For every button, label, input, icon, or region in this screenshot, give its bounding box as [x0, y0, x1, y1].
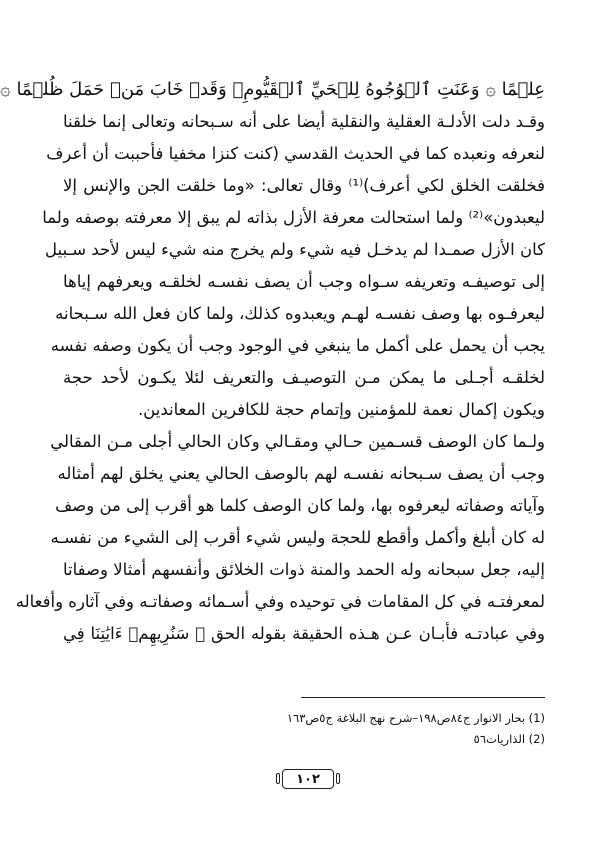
text-line: وجب أن يصف سـبحانه نفسـه لهم بالوصف الحالي يعني يخلق لهم أمثاله: [57, 464, 545, 483]
text-line: ويكون إكمال نعمة للمؤمنين وإتمام حجة للكافرين المعاندين.: [137, 400, 545, 419]
text-line: ليعبدون»⁽²⁾ ولما استحالت معرفة الأزل بذاته لم يبق إلا معرفته بوصفه ولما: [42, 208, 545, 227]
text-line: فخلقت الخلق لكي أعرف)⁽¹⁾ وقال تعالى: «وما خلقت الجن والإنس إلا: [63, 176, 545, 195]
text-line: وفي عبادتـه فأبـان عـن هـذه الحقيقة بقوله الحق ۞ سَنُرِيهِمۡ ءَايَٰتِنَا فِي: [63, 624, 545, 643]
footnotes: [63, 708, 545, 750]
text-line: له كان أبلغ وأكمل وأقطع للحجة وليس شيء أقرب إلى الشيء من نفسـه: [50, 528, 545, 547]
text-line: إلى توصيفـه وتعريفه سـواه وجب أن يصف نفسـه لخلقـه ويعرفهم إياها: [63, 272, 545, 291]
text-line: ليعرفـوه بها وصف نفسـه لهـم ويعبدوه كذلك، ولما كان فعل الله سـبحانه: [55, 304, 545, 323]
text-line: إليه، جعل سبحانه وله الحمد والمنة ذوات الخلائق وأنفسهم أمثالا وصفاتا: [63, 560, 545, 579]
footnote-1: (1) بحار الانوار ج٨٤ص١٩٨–شرح نهج البلاغة ج٥ص١٦٣: [286, 711, 545, 725]
text-line: كان الأزل صمـدا لم يدخـل فيه شيء ولم يخرج منه شيء ليس لأحد سـبيل: [44, 240, 545, 259]
text-line: يجب أن يحمل على أكمل ما ينبغي في الوجود وجب أن يكون وصفه نفسه: [50, 336, 545, 355]
quran-verse-line: عِلۡمًا ۞ وَعَنَتِ ٱلۡوُجُوهُ لِلۡحَيِّ ٱلۡقَيُّومِۖ وَقَدۡ خَابَ مَنۡ حَمَلَ ظُلۡمًا ۞: [0, 79, 545, 100]
text-line: لخلقـه أجـلى ما يمكن مـن التوصيـف والتعريف لئلا يكـون لأحد حجة: [63, 368, 545, 387]
footnote-divider: [301, 697, 545, 698]
text-line: وقـد دلت الأدلـة العقلية والنقلية أيضا على أنه سـبحانه وتعالى إنما خلقنا: [63, 112, 545, 131]
text-line: ولـما كان الوصف قسـمين حـالي ومقـالي وكان الحالي أجلى مـن المقالي: [50, 432, 545, 451]
text-line: لنعرفه ونعبده كما في الحديث القدسي (كنت كنزا مخفيا فأحببت أن أعرف: [46, 144, 545, 163]
page-number-frame: [282, 769, 334, 789]
text-line: وآياته وصفاته ليعرفوه بها، ولما كان الوصف كلما هو أقرب إلى من وصف: [55, 496, 545, 515]
page-number: ١٠٢: [296, 771, 320, 787]
footnote-2: (2) الذاريات٥٦: [473, 732, 545, 746]
text-line: لمعرفتـه في كل المقامات في توحيده وفي أسـمائه وصفاتـه وفي آثاره وأفعاله: [15, 592, 545, 611]
main-text-block: [0, 74, 545, 650]
